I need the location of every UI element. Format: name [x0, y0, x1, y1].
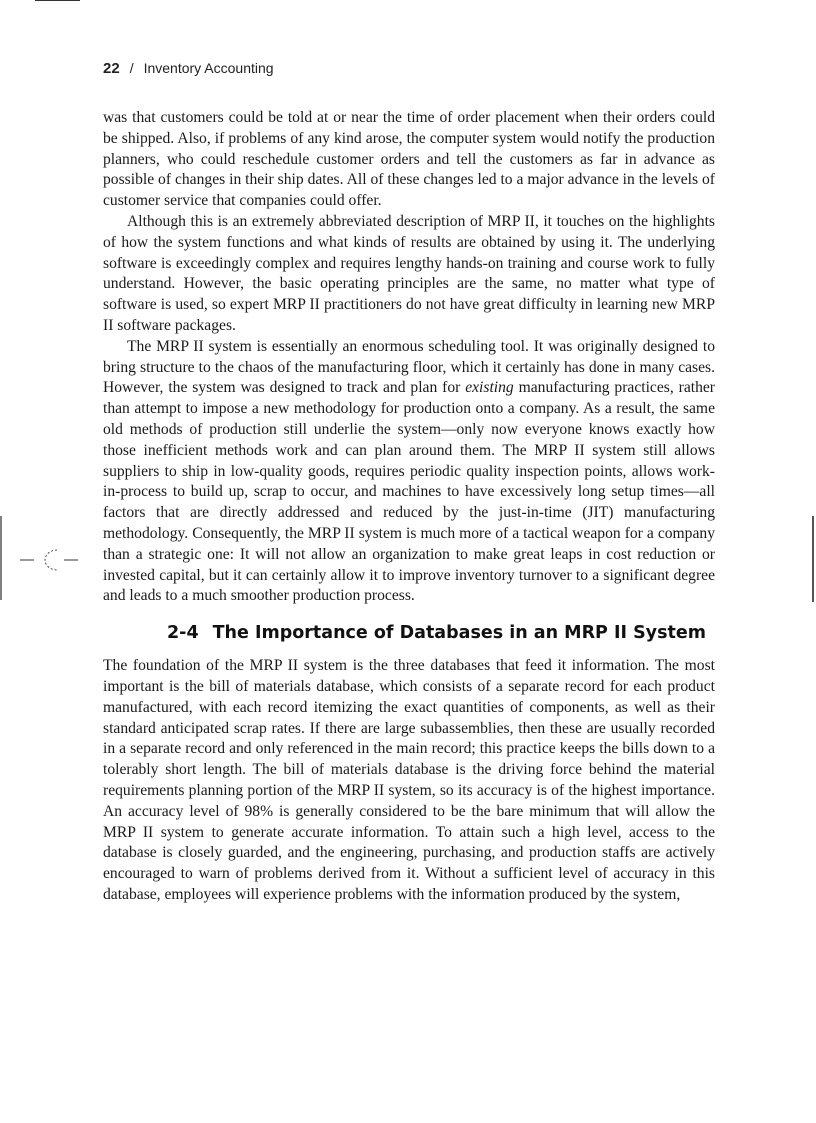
- paragraph-2: Although this is an extremely abbreviated description of MRP II, it touches on the highlights of how the system functions and what kinds of results are obtained by using it. The underlying software is exceedingly complex and requires lengthy hands-on training and course work to fully understand. However, the basic operating principles are the same, no matter what type of software is used, so expert MRP II practitioners do not have great difficulty in learning new MRP II software packages.: [103, 212, 715, 334]
- emphasis-existing: existing: [465, 379, 514, 397]
- crop-mark-right: [812, 516, 814, 602]
- paragraph-1: was that customers could be told at or near the time of order placement when their orders could be shipped. Also, if problems of any kind arose, the computer system would notify the production planners, who could reschedule customer orders and tell the customers as far in advance as possible of changes in their ship dates. All of these changes led to a major advance in the levels of customer service that companies could offer.: [103, 109, 715, 210]
- paragraph-3-part-2: manufacturing practices, rather than attempt to impose a new methodology for production onto a company. As a result, the same old methods of production still underlie the system—only now everyone knows exactly how those inefficient methods work and can plan around them. The MRP II system still allows suppliers to ship in low-quality goods, requires periodic quality inspection points, allows work-in-process to build up, scrap to occur, and machines to have excessively long setup times—all factors that are directly addressed and reduced by the just-in-time (JIT) manufacturing methodology. Consequently, the MRP II system is much more of a tactical weapon for a company than a strategic one: It will not allow an organization to make great leaps in cost reduction or invested capital, but it can certainly allow it to improve inventory turnover to a significant degree and leads to a much smoother production process.: [103, 379, 715, 605]
- section-number: 2-4: [167, 623, 199, 644]
- paragraph-3: [103, 337, 715, 607]
- running-title: Inventory Accounting: [143, 60, 274, 76]
- crop-mark-top: [35, 0, 80, 1]
- section-heading: [103, 620, 715, 646]
- page-number: 22: [103, 60, 120, 77]
- paragraph-4: The foundation of the MRP II system is the three databases that feed it information. The most important is the bill of materials database, which consists of a separate record for each product manufactured, with each record itemizing the exact quantities of components, as well as their standard anticipated scrap rates. If there are large subassemblies, then these are usually recorded in a separate record and only referenced in the main record; this practice keeps the bills down to a tolerably short length. The bill of materials database is the driving force behind the material requirements planning portion of the MRP II system, so its accuracy is of the highest importance. An accuracy level of 98% is generally considered to be the bare minimum that will allow the MRP II system to generate accurate information. To attain such a high level, access to the database is closely guarded, and the engineering, purchasing, and production staffs are actively encouraged to warn of problems derived from it. Without a sufficient level of accuracy in this database, employees will experience problems with the information produced by the system,: [103, 657, 715, 903]
- body-text: [103, 108, 715, 906]
- registration-mark-icon: [0, 514, 80, 604]
- paragraph-3-part-1: The MRP II system is essentially an enormous scheduling tool. It was originally designed to bring structure to the chaos of the manufacturing floor, which it certainly has done in many cases. However, the system was designed to track and plan for: [103, 337, 715, 397]
- section-title: The Importance of Databases in an MRP II System: [212, 623, 706, 644]
- header-separator: /: [129, 60, 134, 76]
- running-header: [103, 60, 274, 77]
